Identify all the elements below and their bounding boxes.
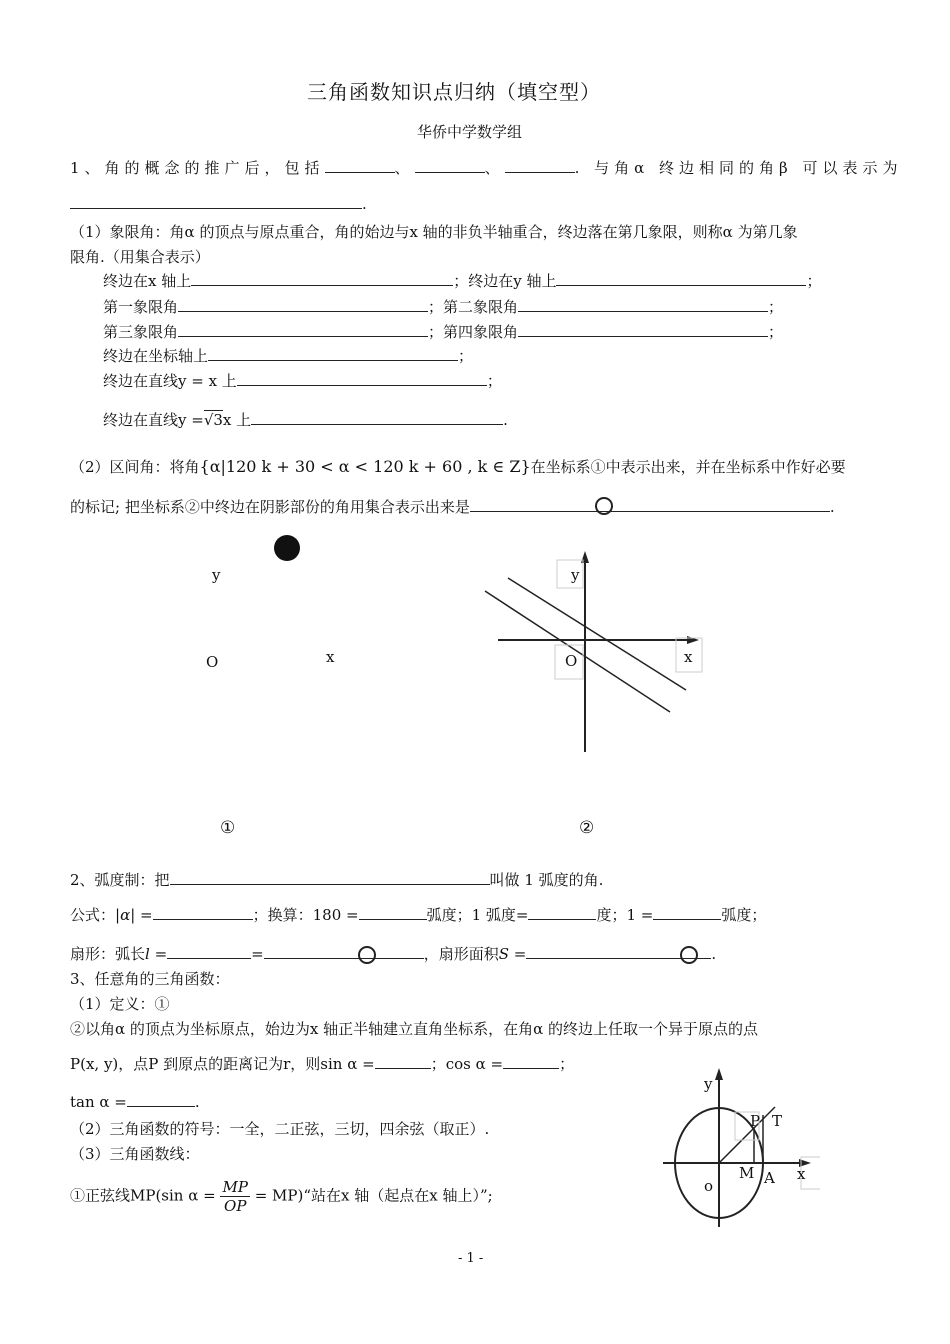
s3-lines: （3）三角函数线： <box>70 1145 200 1163</box>
page-number: - 1 - <box>458 1251 484 1266</box>
s1-line1: 1、角的概念的推广后，包括 、 、 . 与角α 终边相同的角β 可以表示为 <box>70 159 903 177</box>
s2-formula: 公式：|α| = ；换算：180 = 弧度；1 弧度= 度；1 = 弧度； <box>70 906 767 924</box>
row-line-yx: 终边在直线y = x 上 ； <box>103 372 502 390</box>
s3-heading: 3、任意角的三角函数： <box>70 970 230 988</box>
fig2-caption: ② <box>579 818 595 838</box>
s3-line3: P(x, y)，点P 到原点的距离记为r，则sin α = ；cos α = ； <box>70 1055 575 1073</box>
author-line: 华侨中学数学组 <box>417 123 523 141</box>
q1-line2: 限角.（用集合表示） <box>70 248 210 266</box>
row-axes: 终边在坐标轴上 ； <box>103 347 474 365</box>
fig3-m-label: M <box>739 1164 755 1182</box>
fig2-y-label: y <box>571 566 580 584</box>
row-q3q4: 第三象限角 ；第四象限角 ； <box>103 323 784 341</box>
fig3-p-label: P <box>750 1112 761 1130</box>
fig2-x-arrow <box>687 636 699 644</box>
fig2-ray-a <box>485 591 670 712</box>
s1-line2: . <box>70 194 367 213</box>
fig2-y-arrow <box>581 551 589 563</box>
s3-tan: tan α = . <box>70 1093 200 1111</box>
s3-sign: （2）三角函数的符号：一全，二正弦，三切，四余弦（取正）. <box>70 1120 490 1138</box>
s2-line1: 2、弧度制：把 叫做 1 弧度的角. <box>70 871 604 889</box>
fig3-t-label: T <box>772 1112 783 1130</box>
s2-sector: 扇形：弧长l = = ，扇形面积S = . <box>70 945 717 963</box>
s3-def: （1）定义：① <box>70 995 170 1013</box>
row-line-sqrt3: 终边在直线y =√3x 上 . <box>103 411 508 429</box>
fig1-origin-label: O <box>206 653 219 671</box>
s3-sine-line: ①正弦线MP(sin α = $\frac{MP}{OP}$ = MP)“站在x 轴（起点在x 轴上）”; <box>70 1178 493 1215</box>
fig1-caption: ① <box>220 818 236 838</box>
row-axis: 终边在x 轴上 ；终边在y 轴上 ； <box>103 272 822 290</box>
fig1-x-label: x <box>326 648 335 666</box>
fig2-origin-label: O <box>565 652 578 670</box>
fig3-origin-label: o <box>704 1177 714 1195</box>
fig2-ray-b <box>508 578 686 690</box>
fraction: $\frac{MP}{OP}$ <box>222 1178 248 1215</box>
s3-line2: ②以角α 的顶点为坐标原点，始边为x 轴正半轴建立直角坐标系，在角α 的终边上任取一个异于原点的点 <box>70 1020 759 1038</box>
fig3-y-arrow <box>715 1068 723 1080</box>
fig3-x-label: x <box>797 1165 806 1183</box>
fig3-terminal-side <box>719 1107 775 1163</box>
scan-dot <box>274 535 300 561</box>
q2-line2: 的标记; 把坐标系②中终边在阴影部份的角用集合表示出来是 . <box>70 498 835 516</box>
fig3-unit-circle <box>655 1062 820 1232</box>
fig1-y-label: y <box>212 566 221 584</box>
q1-line1: （1）象限角：角α 的顶点与原点重合，角的始边与x 轴的非负半轴重合，终边落在第几象限，则称α 为第几象 <box>70 223 798 241</box>
q2-line1: （2）区间角：将角{α|120 k + 30 < α < 120 k + 60 , k ∈ Z}在坐标系①中表示出来，并在坐标系中作好必要 <box>70 457 846 476</box>
fig3-a-label: A <box>764 1169 775 1187</box>
page-title: 三角函数知识点归纳（填空型） <box>307 80 601 104</box>
fig2-x-label: x <box>684 648 693 666</box>
scan-circle <box>596 498 612 514</box>
row-q1q2: 第一象限角 ；第二象限角 ； <box>103 298 784 316</box>
fig3-y-label: y <box>704 1075 713 1093</box>
